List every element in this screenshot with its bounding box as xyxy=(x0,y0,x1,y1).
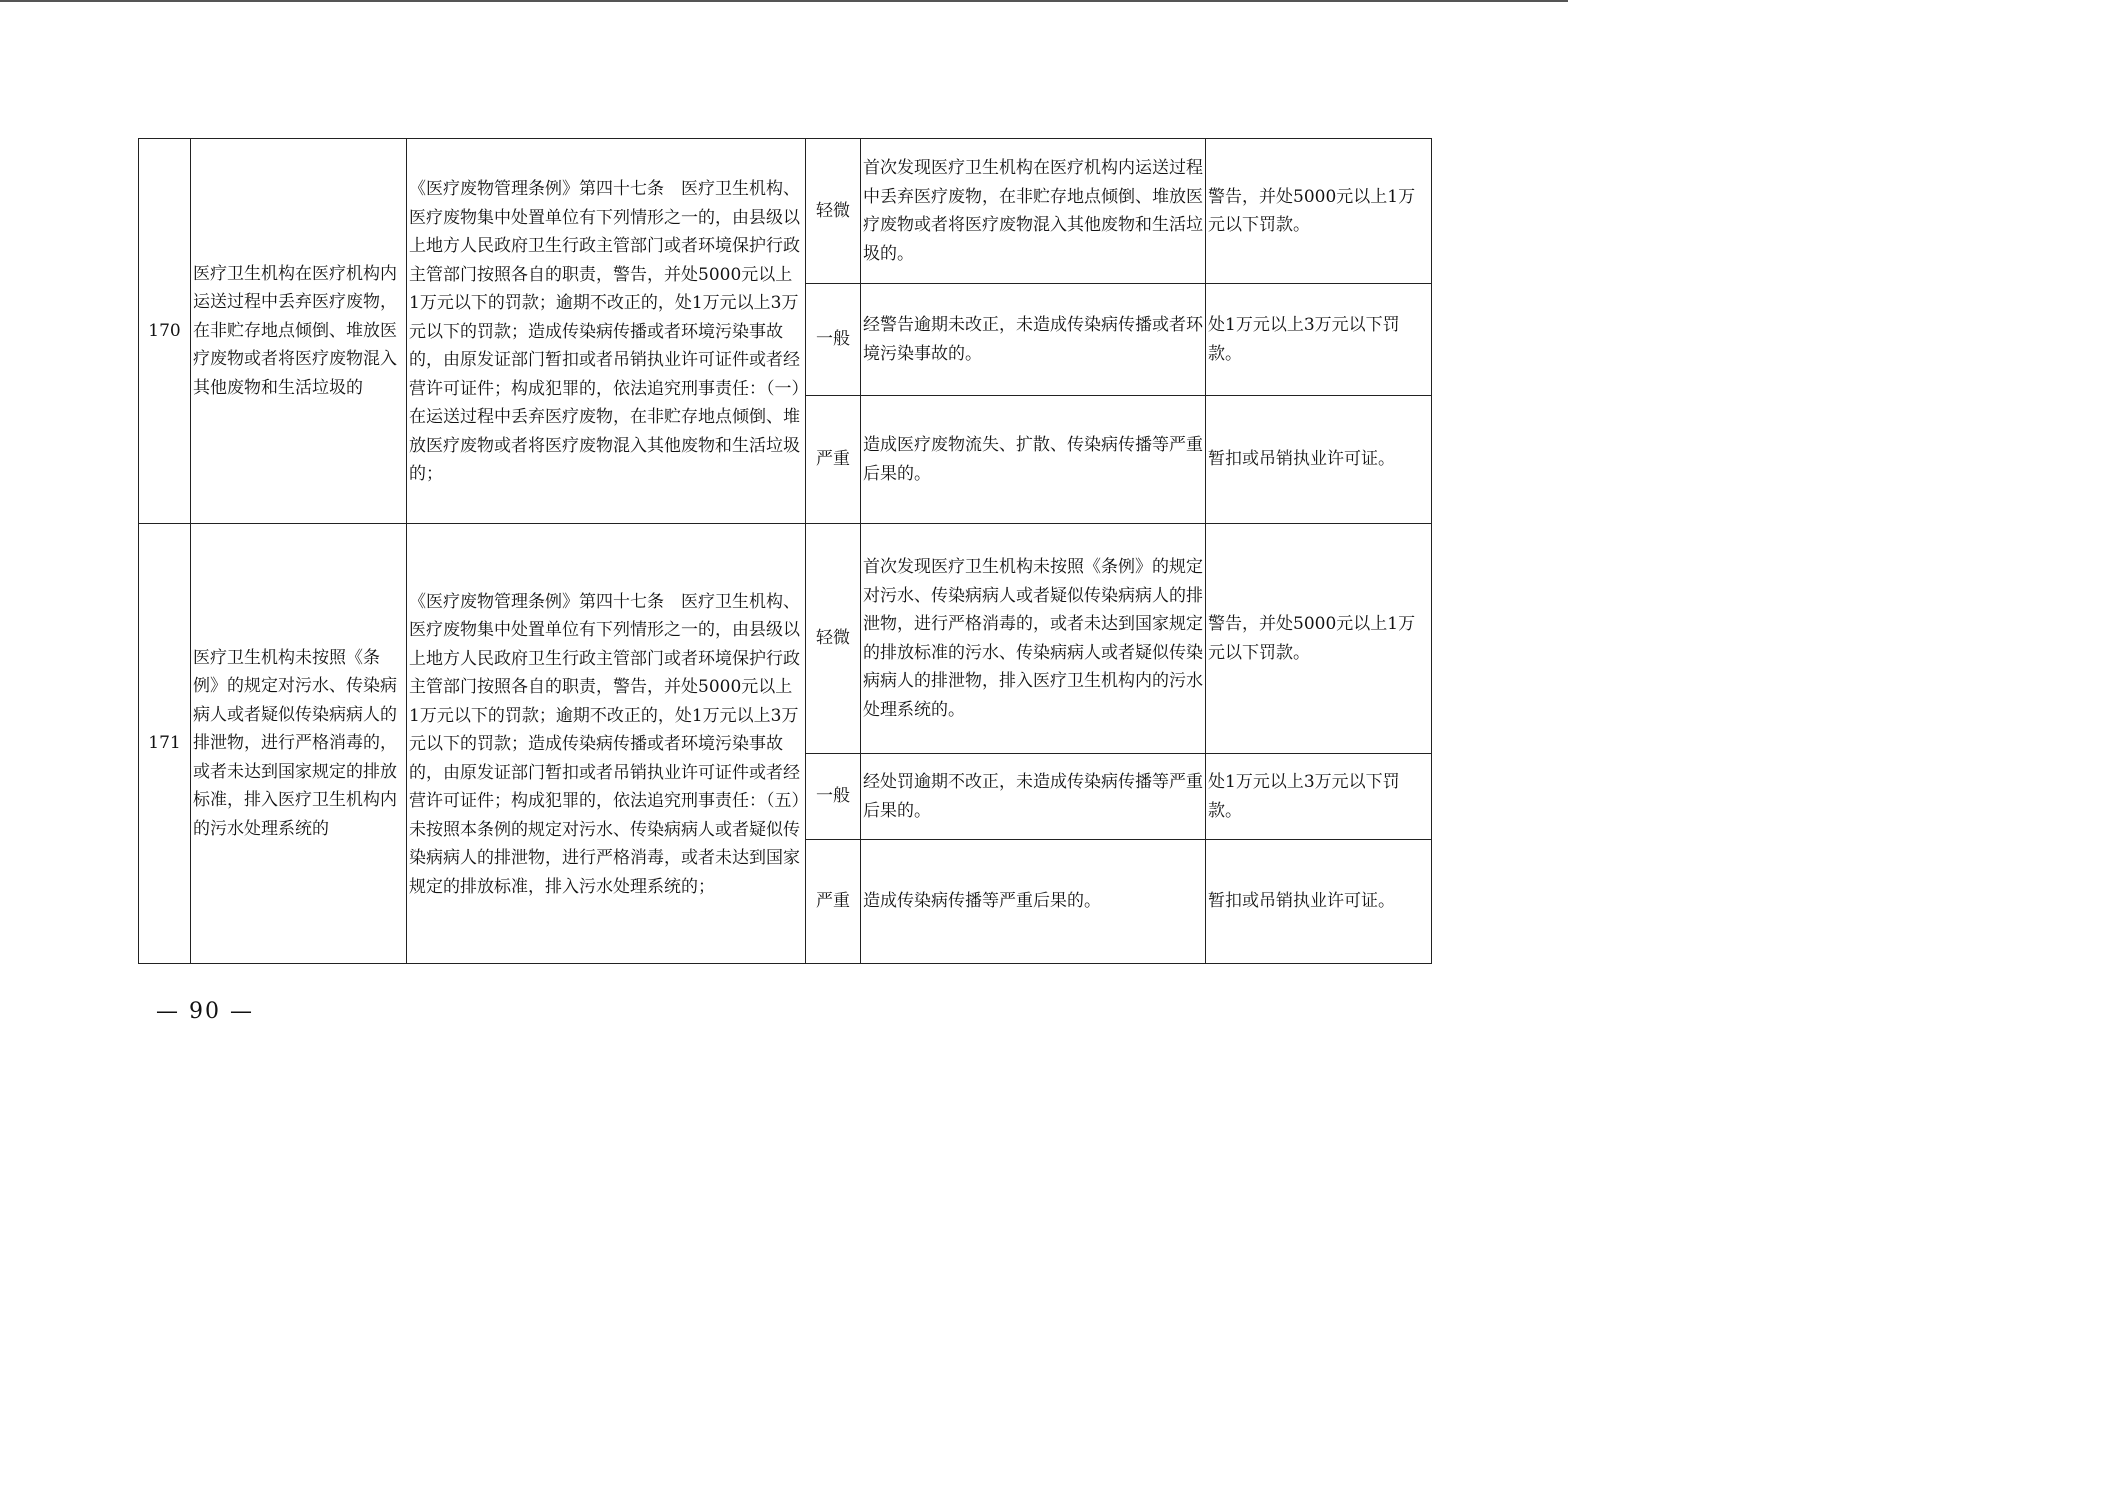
severity-level: 严重 xyxy=(806,840,861,964)
severity-level: 轻微 xyxy=(806,524,861,754)
penalty-discretion-table xyxy=(138,138,1432,964)
severity-level: 轻微 xyxy=(806,139,861,284)
item-number: 171 xyxy=(139,524,191,964)
severity-level: 一般 xyxy=(806,754,861,840)
page-number: — 90 — xyxy=(156,999,254,1024)
item-number: 170 xyxy=(139,139,191,524)
circumstance-description: 造成传染病传播等严重后果的。 xyxy=(861,840,1206,964)
legal-basis: 《医疗废物管理条例》第四十七条 医疗卫生机构、医疗废物集中处置单位有下列情形之一的，由县级以上地方人民政府卫生行政主管部门或者环境保护行政主管部门按照各自的职责，警告，并处5000元以上1万元以下的罚款；逾期不改正的，处1万元以上3万元以下的罚款；造成传染病传播或者环境污染事故的，由原发证部门暂扣或者吊销执业许可证件或者经营许可证件；构成犯罪的，依法追究刑事责任：（一）在运送过程中丢弃医疗废物，在非贮存地点倾倒、堆放医疗废物或者将医疗废物混入其他废物和生活垃圾的； xyxy=(407,139,806,524)
table-row xyxy=(139,524,1432,754)
table-row xyxy=(139,139,1432,284)
violation-description: 医疗卫生机构在医疗机构内运送过程中丢弃医疗废物，在非贮存地点倾倒、堆放医疗废物或者将医疗废物混入其他废物和生活垃圾的 xyxy=(191,139,407,524)
penalty-standard: 暂扣或吊销执业许可证。 xyxy=(1206,840,1432,964)
circumstance-description: 首次发现医疗卫生机构未按照《条例》的规定对污水、传染病病人或者疑似传染病病人的排泄物，进行严格消毒的，或者未达到国家规定的排放标准的污水、传染病病人或者疑似传染病病人的排泄物，排入医疗卫生机构内的污水处理系统的。 xyxy=(861,524,1206,754)
penalty-standard: 警告，并处5000元以上1万元以下罚款。 xyxy=(1206,139,1432,284)
circumstance-description: 经处罚逾期不改正，未造成传染病传播等严重后果的。 xyxy=(861,754,1206,840)
penalty-standard: 处1万元以上3万元以下罚款。 xyxy=(1206,284,1432,396)
violation-description: 医疗卫生机构未按照《条例》的规定对污水、传染病病人或者疑似传染病病人的排泄物，进行严格消毒的，或者未达到国家规定的排放标准，排入医疗卫生机构内的污水处理系统的 xyxy=(191,524,407,964)
top-border-line xyxy=(0,0,1568,2)
circumstance-description: 经警告逾期未改正，未造成传染病传播或者环境污染事故的。 xyxy=(861,284,1206,396)
circumstance-description: 造成医疗废物流失、扩散、传染病传播等严重后果的。 xyxy=(861,396,1206,524)
penalty-standard: 处1万元以上3万元以下罚款。 xyxy=(1206,754,1432,840)
circumstance-description: 首次发现医疗卫生机构在医疗机构内运送过程中丢弃医疗废物，在非贮存地点倾倒、堆放医疗废物或者将医疗废物混入其他废物和生活垃圾的。 xyxy=(861,139,1206,284)
legal-basis: 《医疗废物管理条例》第四十七条 医疗卫生机构、医疗废物集中处置单位有下列情形之一的，由县级以上地方人民政府卫生行政主管部门或者环境保护行政主管部门按照各自的职责，警告，并处5000元以上1万元以下的罚款；逾期不改正的，处1万元以上3万元以下的罚款；造成传染病传播或者环境污染事故的，由原发证部门暂扣或者吊销执业许可证件或者经营许可证件；构成犯罪的，依法追究刑事责任：（五）未按照本条例的规定对污水、传染病病人或者疑似传染病病人的排泄物，进行严格消毒，或者未达到国家规定的排放标准，排入污水处理系统的； xyxy=(407,524,806,964)
severity-level: 严重 xyxy=(806,396,861,524)
penalty-standard: 暂扣或吊销执业许可证。 xyxy=(1206,396,1432,524)
penalty-standard: 警告，并处5000元以上1万元以下罚款。 xyxy=(1206,524,1432,754)
severity-level: 一般 xyxy=(806,284,861,396)
